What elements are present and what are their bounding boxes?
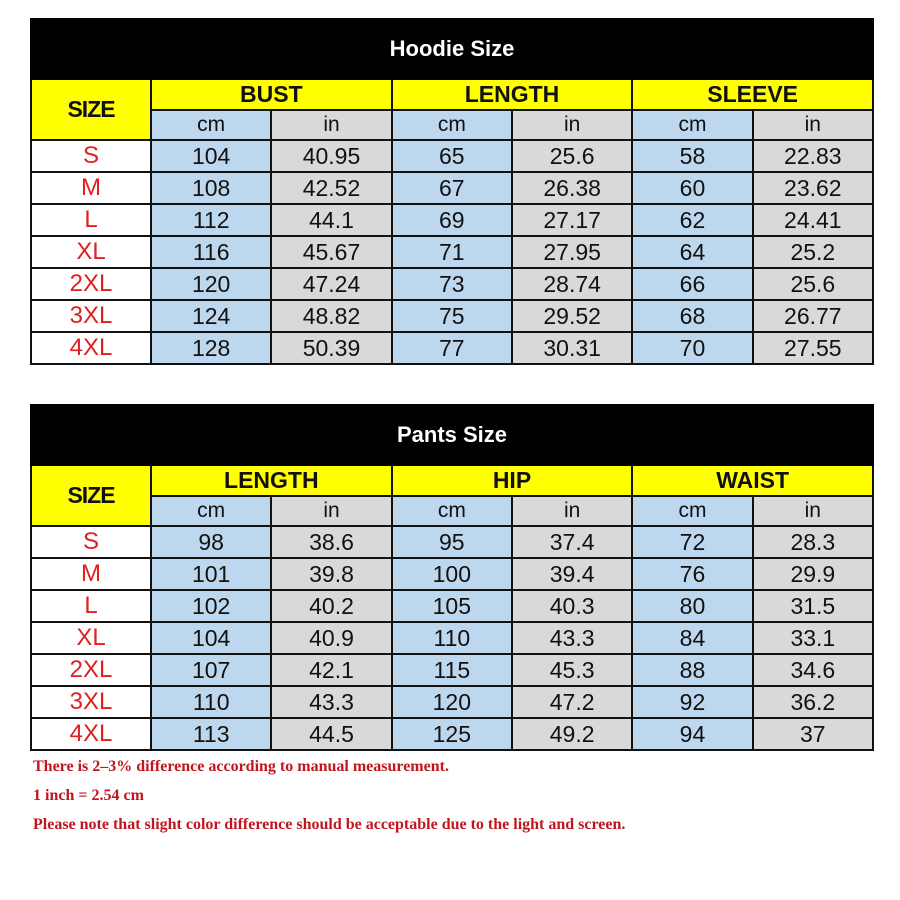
- length-cm-cell: 69: [392, 204, 512, 236]
- bust-cm-cell: 128: [151, 332, 271, 364]
- bust-in-cell: 40.95: [271, 140, 391, 172]
- sleeve-cm-cell: 62: [632, 204, 752, 236]
- hip-cm-cell: 115: [392, 654, 512, 686]
- group-header-hip: HIP: [392, 465, 633, 496]
- length-in-cell: 39.8: [271, 558, 391, 590]
- sleeve-in-cell: 24.41: [753, 204, 873, 236]
- table-row: [31, 622, 873, 654]
- size-cell: M: [31, 172, 151, 204]
- hip-in-cell: 47.2: [512, 686, 632, 718]
- group-header-length: LENGTH: [392, 79, 633, 110]
- hip-cm-cell: 105: [392, 590, 512, 622]
- size-cell: M: [31, 558, 151, 590]
- bust-cm-cell: 120: [151, 268, 271, 300]
- bust-cm-cell: 124: [151, 300, 271, 332]
- unit-header-cm: cm: [151, 496, 271, 526]
- unit-header-cm: cm: [392, 496, 512, 526]
- table-row: [31, 268, 873, 300]
- length-in-cell: 30.31: [512, 332, 632, 364]
- waist-in-cell: 33.1: [753, 622, 873, 654]
- group-header-bust: BUST: [151, 79, 392, 110]
- waist-in-cell: 31.5: [753, 590, 873, 622]
- hip-in-cell: 45.3: [512, 654, 632, 686]
- group-header-length: LENGTH: [151, 465, 392, 496]
- bust-cm-cell: 104: [151, 140, 271, 172]
- length-cm-cell: 77: [392, 332, 512, 364]
- hip-in-cell: 43.3: [512, 622, 632, 654]
- sleeve-in-cell: 26.77: [753, 300, 873, 332]
- length-cm-cell: 110: [151, 686, 271, 718]
- sleeve-cm-cell: 68: [632, 300, 752, 332]
- length-in-cell: 42.1: [271, 654, 391, 686]
- sleeve-in-cell: 27.55: [753, 332, 873, 364]
- table-row: [31, 526, 873, 558]
- bust-in-cell: 47.24: [271, 268, 391, 300]
- sleeve-in-cell: 25.6: [753, 268, 873, 300]
- bust-in-cell: 50.39: [271, 332, 391, 364]
- size-cell: 3XL: [31, 300, 151, 332]
- hip-in-cell: 49.2: [512, 718, 632, 750]
- length-in-cell: 28.74: [512, 268, 632, 300]
- note-inch-conversion: 1 inch = 2.54 cm: [33, 787, 144, 804]
- sleeve-cm-cell: 60: [632, 172, 752, 204]
- hip-in-cell: 37.4: [512, 526, 632, 558]
- table-row: [31, 654, 873, 686]
- pants-table-title: Pants Size: [31, 405, 873, 465]
- hip-cm-cell: 95: [392, 526, 512, 558]
- hip-cm-cell: 100: [392, 558, 512, 590]
- size-cell: 4XL: [31, 718, 151, 750]
- sleeve-cm-cell: 70: [632, 332, 752, 364]
- unit-header-in: in: [271, 496, 391, 526]
- bust-in-cell: 42.52: [271, 172, 391, 204]
- size-cell: XL: [31, 622, 151, 654]
- length-cm-cell: 104: [151, 622, 271, 654]
- bust-cm-cell: 116: [151, 236, 271, 268]
- length-cm-cell: 67: [392, 172, 512, 204]
- size-cell: 2XL: [31, 654, 151, 686]
- waist-in-cell: 36.2: [753, 686, 873, 718]
- measurement-notes: [33, 756, 893, 843]
- bust-cm-cell: 112: [151, 204, 271, 236]
- length-cm-cell: 98: [151, 526, 271, 558]
- waist-in-cell: 29.9: [753, 558, 873, 590]
- sleeve-cm-cell: 66: [632, 268, 752, 300]
- size-cell: XL: [31, 236, 151, 268]
- unit-header-in: in: [512, 110, 632, 140]
- length-in-cell: 26.38: [512, 172, 632, 204]
- table-row: [31, 236, 873, 268]
- waist-cm-cell: 76: [632, 558, 752, 590]
- table-row: [31, 172, 873, 204]
- sleeve-cm-cell: 58: [632, 140, 752, 172]
- group-header-waist: WAIST: [632, 465, 873, 496]
- length-in-cell: 25.6: [512, 140, 632, 172]
- size-column-header: SIZE: [31, 465, 151, 526]
- length-cm-cell: 102: [151, 590, 271, 622]
- length-in-cell: 29.52: [512, 300, 632, 332]
- sleeve-in-cell: 23.62: [753, 172, 873, 204]
- length-in-cell: 27.17: [512, 204, 632, 236]
- table-row: [31, 686, 873, 718]
- size-cell: 4XL: [31, 332, 151, 364]
- hoodie-table-title: Hoodie Size: [31, 19, 873, 79]
- waist-cm-cell: 88: [632, 654, 752, 686]
- size-cell: 2XL: [31, 268, 151, 300]
- length-in-cell: 27.95: [512, 236, 632, 268]
- bust-in-cell: 48.82: [271, 300, 391, 332]
- unit-header-cm: cm: [151, 110, 271, 140]
- hoodie-size-table: [30, 18, 874, 365]
- table-row: [31, 332, 873, 364]
- group-header-sleeve: SLEEVE: [632, 79, 873, 110]
- note-color-difference: Please note that slight color difference should be acceptable due to the light and screen.: [33, 816, 626, 833]
- length-cm-cell: 65: [392, 140, 512, 172]
- unit-header-cm: cm: [392, 110, 512, 140]
- note-measurement-difference: There is 2–3% difference according to manual measurement.: [33, 758, 449, 775]
- table-row: [31, 204, 873, 236]
- waist-in-cell: 34.6: [753, 654, 873, 686]
- unit-header-in: in: [512, 496, 632, 526]
- size-cell: S: [31, 526, 151, 558]
- bust-in-cell: 44.1: [271, 204, 391, 236]
- length-cm-cell: 71: [392, 236, 512, 268]
- bust-in-cell: 45.67: [271, 236, 391, 268]
- length-cm-cell: 101: [151, 558, 271, 590]
- length-in-cell: 40.2: [271, 590, 391, 622]
- waist-cm-cell: 80: [632, 590, 752, 622]
- table-row: [31, 718, 873, 750]
- hip-in-cell: 39.4: [512, 558, 632, 590]
- size-cell: S: [31, 140, 151, 172]
- table-row: [31, 590, 873, 622]
- length-in-cell: 43.3: [271, 686, 391, 718]
- waist-cm-cell: 94: [632, 718, 752, 750]
- length-cm-cell: 107: [151, 654, 271, 686]
- length-in-cell: 40.9: [271, 622, 391, 654]
- length-cm-cell: 75: [392, 300, 512, 332]
- sleeve-in-cell: 22.83: [753, 140, 873, 172]
- unit-header-cm: cm: [632, 110, 752, 140]
- table-row: [31, 300, 873, 332]
- unit-header-in: in: [271, 110, 391, 140]
- length-cm-cell: 73: [392, 268, 512, 300]
- sleeve-in-cell: 25.2: [753, 236, 873, 268]
- waist-in-cell: 37: [753, 718, 873, 750]
- waist-cm-cell: 84: [632, 622, 752, 654]
- length-in-cell: 44.5: [271, 718, 391, 750]
- size-cell: L: [31, 590, 151, 622]
- pants-size-table: [30, 404, 874, 751]
- size-cell: L: [31, 204, 151, 236]
- waist-in-cell: 28.3: [753, 526, 873, 558]
- waist-cm-cell: 92: [632, 686, 752, 718]
- unit-header-in: in: [753, 110, 873, 140]
- size-column-header: SIZE: [31, 79, 151, 140]
- hip-cm-cell: 120: [392, 686, 512, 718]
- bust-cm-cell: 108: [151, 172, 271, 204]
- hip-cm-cell: 125: [392, 718, 512, 750]
- unit-header-cm: cm: [632, 496, 752, 526]
- size-cell: 3XL: [31, 686, 151, 718]
- hip-in-cell: 40.3: [512, 590, 632, 622]
- sleeve-cm-cell: 64: [632, 236, 752, 268]
- length-in-cell: 38.6: [271, 526, 391, 558]
- table-row: [31, 140, 873, 172]
- length-cm-cell: 113: [151, 718, 271, 750]
- waist-cm-cell: 72: [632, 526, 752, 558]
- unit-header-in: in: [753, 496, 873, 526]
- table-row: [31, 558, 873, 590]
- hip-cm-cell: 110: [392, 622, 512, 654]
